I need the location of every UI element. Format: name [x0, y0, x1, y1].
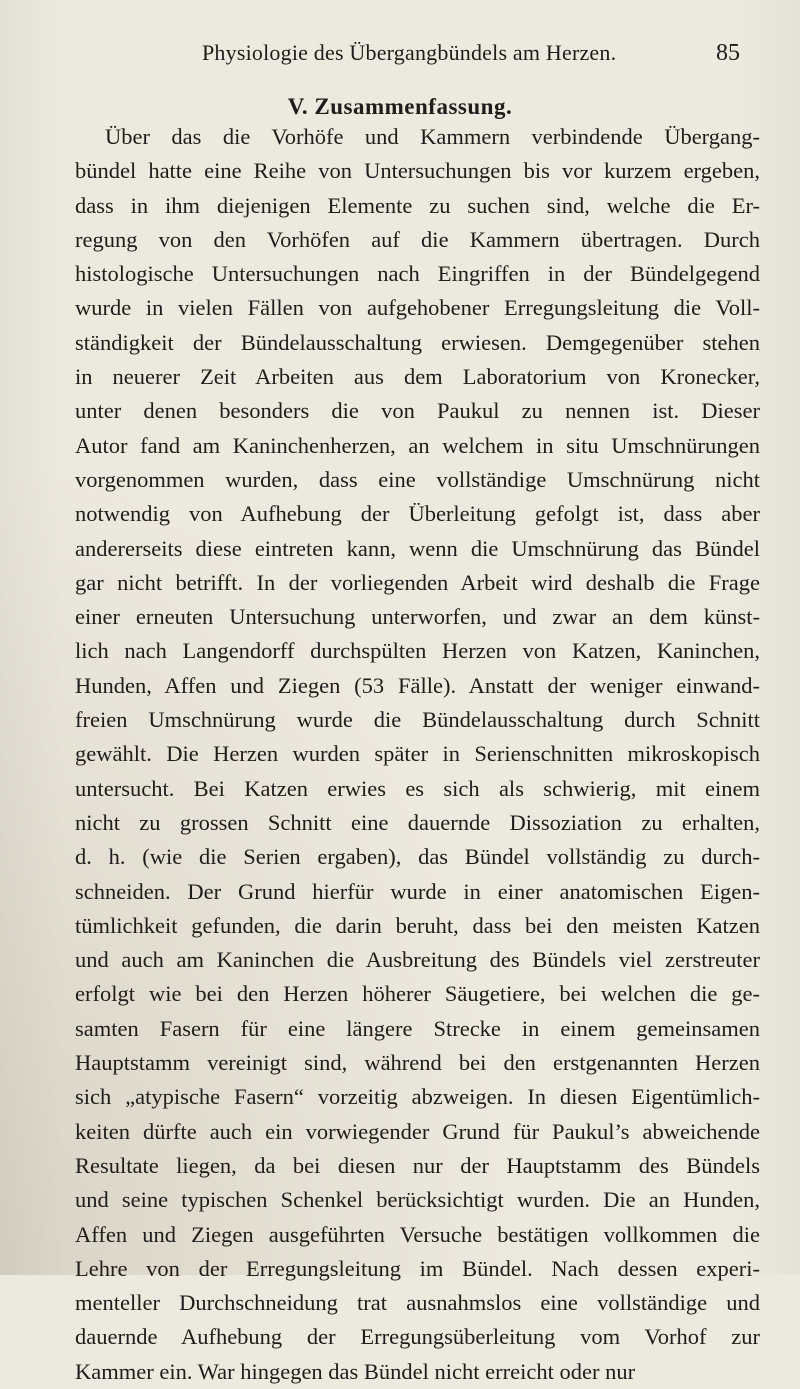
text-line: keiten dürfte auch ein vorwiegender Grund für Paukul’s abweichende — [75, 1118, 760, 1144]
text-line: dass in ihm diejenigen Elemente zu suchen sind, welche die Er- — [75, 192, 760, 218]
text-line: gar nicht betrifft. In der vorliegenden Arbeit wird deshalb die Frage — [75, 569, 760, 595]
text-line: gewählt. Die Herzen wurden später in Serienschnitten mikroskopisch — [75, 741, 760, 767]
text-line: sich „atypische Fasern“ vorzeitig abzweigen. In diesen Eigentümlich- — [75, 1084, 760, 1110]
page-number: 85 — [716, 40, 740, 66]
text-line: dauernde Aufhebung der Erregungsüberleitung vom Vorhof zur — [75, 1324, 760, 1350]
text-line: Über das die Vorhöfe und Kammern verbindende Übergang- — [105, 124, 760, 149]
text-line: wurde in vielen Fällen von aufgehobener Erregungsleitung die Voll- — [75, 295, 760, 321]
text-line: tümlichkeit gefunden, die darin beruht, dass bei den meisten Katzen — [75, 912, 760, 938]
text-line: d. h. (wie die Serien ergaben), das Bündel vollständig zu durch- — [75, 844, 760, 870]
text-line: Autor fand am Kaninchenherzen, an welchem in situ Umschnürungen — [75, 432, 760, 458]
text-line: histologische Untersuchungen nach Eingriffen in der Bündelgegend — [75, 261, 760, 287]
text-line: Affen und Ziegen ausgeführten Versuche bestätigen vollkommen die — [75, 1221, 760, 1247]
text-line: lich nach Langendorff durchspülten Herzen von Katzen, Kaninchen, — [75, 638, 760, 664]
text-line: bündel hatte eine Reihe von Untersuchungen bis vor kurzem ergeben, — [75, 158, 760, 184]
text-line: ständigkeit der Bündelausschaltung erwiesen. Demgegenüber stehen — [75, 329, 760, 355]
text-line: andererseits diese eintreten kann, wenn die Umschnürung das Bündel — [75, 535, 760, 561]
text-line: notwendig von Aufhebung der Überleitung gefolgt ist, dass aber — [75, 501, 760, 527]
text-line: freien Umschnürung wurde die Bündelausschaltung durch Schnitt — [75, 707, 760, 733]
text-line: und auch am Kaninchen die Ausbreitung des Bündels viel zerstreuter — [75, 947, 760, 973]
text-line: Hunden, Affen und Ziegen (53 Fälle). Anstatt der weniger einwand- — [75, 672, 760, 698]
text-line: erfolgt wie bei den Herzen höherer Säugetiere, bei welchen die ge- — [75, 981, 760, 1007]
running-title: Physiologie des Übergangbündels am Herzen. — [202, 40, 617, 65]
text-line: schneiden. Der Grund hierfür wurde in einer anatomischen Eigen- — [75, 878, 760, 904]
text-line: und seine typischen Schenkel berücksichtigt wurden. Die an Hunden, — [75, 1187, 760, 1213]
text-line: Hauptstamm vereinigt sind, während bei den erstgenannten Herzen — [75, 1050, 760, 1076]
text-line: regung von den Vorhöfen auf die Kammern übertragen. Durch — [75, 226, 760, 252]
text-line: nicht zu grossen Schnitt eine dauernde Dissoziation zu erhalten, — [75, 809, 760, 835]
text-line: Resultate liegen, da bei diesen nur der Hauptstamm des Bündels — [75, 1152, 760, 1178]
section-heading: V. Zusammenfassung. — [287, 94, 513, 119]
text-line: Lehre von der Erregungsleitung im Bündel. Nach dessen experi- — [75, 1255, 760, 1281]
text-line: samten Fasern für eine längere Strecke in einem gemeinsamen — [75, 1015, 760, 1041]
text-line: menteller Durchschneidung trat ausnahmslos eine vollständige und — [75, 1290, 760, 1316]
text-line: einer erneuten Untersuchung unterworfen, und zwar an dem künst- — [75, 604, 760, 630]
text-line: vorgenommen wurden, dass eine vollständige Umschnürung nicht — [75, 466, 760, 492]
body-paragraph — [75, 120, 760, 1389]
text-line: unter denen besonders die von Paukul zu nennen ist. Dieser — [75, 398, 760, 424]
text-line: in neuerer Zeit Arbeiten aus dem Laboratorium von Kronecker, — [75, 364, 760, 390]
text-line: Kammer ein. War hingegen das Bündel nicht erreicht oder nur — [75, 1358, 636, 1384]
running-head — [0, 40, 800, 76]
text-line: untersucht. Bei Katzen erwies es sich als schwierig, mit einem — [75, 775, 760, 801]
